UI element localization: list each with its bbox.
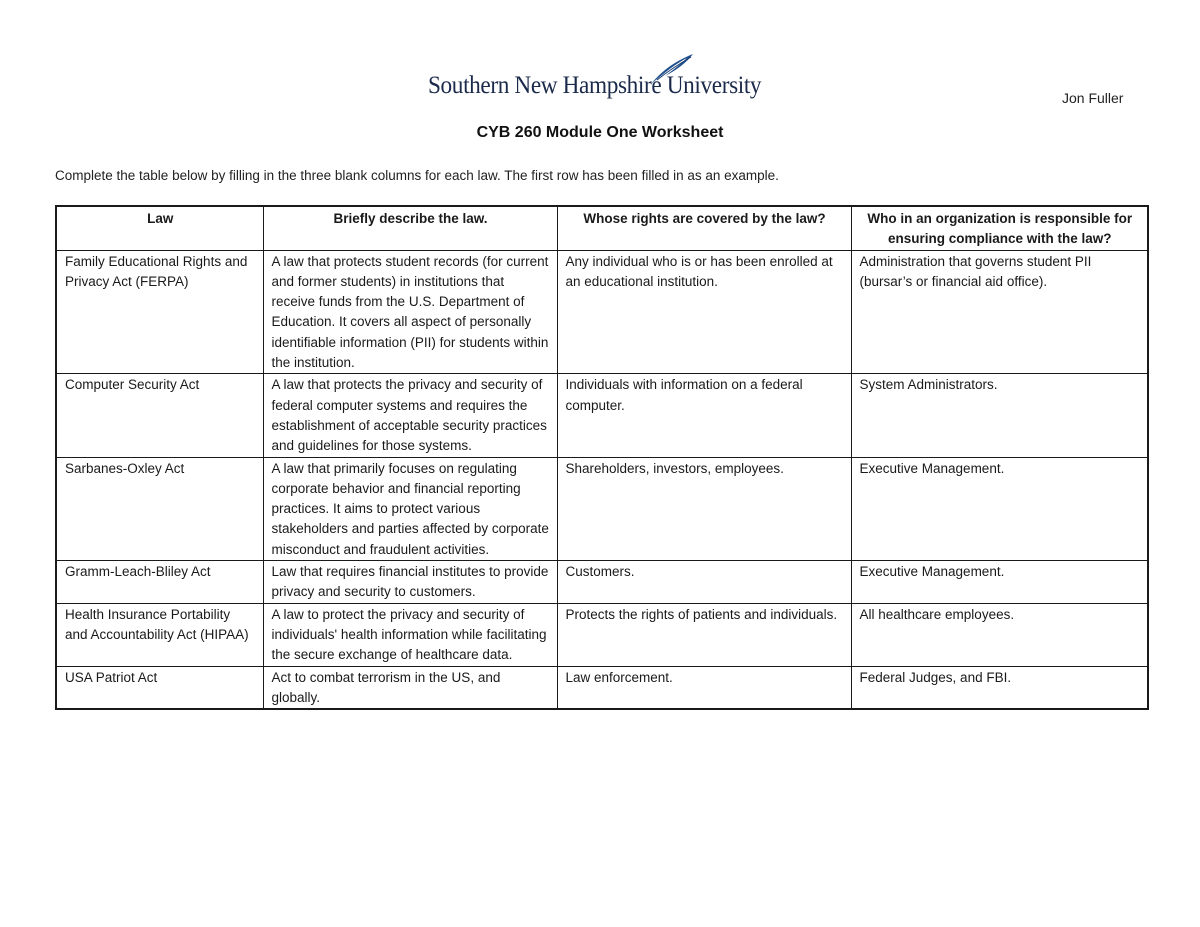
cell-rights: Shareholders, investors, employees.: [557, 457, 851, 560]
author-name: Jon Fuller: [1062, 90, 1124, 106]
cell-law: Computer Security Act: [56, 374, 263, 457]
cell-description: A law that protects the privacy and security of federal computer systems and requires the establishment of acceptable security practices and guidelines for those systems.: [263, 374, 557, 457]
table-row: [56, 666, 1148, 709]
header-responsible: Who in an organization is responsible for ensuring compliance with the law?: [851, 206, 1148, 250]
cell-rights: Any individual who is or has been enrolled at an educational institution.: [557, 250, 851, 374]
cell-rights: Law enforcement.: [557, 666, 851, 709]
cell-law: Sarbanes-Oxley Act: [56, 457, 263, 560]
cell-rights: Individuals with information on a federal computer.: [557, 374, 851, 457]
cell-description: A law to protect the privacy and security of individuals' health information while facilitating the secure exchange of healthcare data.: [263, 603, 557, 666]
cell-law: USA Patriot Act: [56, 666, 263, 709]
cell-responsible: Executive Management.: [851, 457, 1148, 560]
header-law: Law: [56, 206, 263, 250]
cell-responsible: System Administrators.: [851, 374, 1148, 457]
cell-responsible: Administration that governs student PII (bursar’s or financial aid office).: [851, 250, 1148, 374]
header-description: Briefly describe the law.: [263, 206, 557, 250]
cell-law: Family Educational Rights and Privacy Act (FERPA): [56, 250, 263, 374]
cell-description: A law that primarily focuses on regulating corporate behavior and financial reporting practices. It aims to protect various stakeholders and parties affected by corporate misconduct and fraudulent activities.: [263, 457, 557, 560]
table-row: [56, 603, 1148, 666]
table-row: [56, 457, 1148, 560]
logo-wordmark: Southern New Hampshire University: [428, 72, 762, 99]
table-header-row: [56, 206, 1148, 250]
cell-responsible: Executive Management.: [851, 561, 1148, 604]
cell-rights: Customers.: [557, 561, 851, 604]
instructions-text: Complete the table below by filling in the three blank columns for each law. The first row has been filled in as an example.: [55, 168, 779, 183]
table-row: [56, 561, 1148, 604]
header-rights: Whose rights are covered by the law?: [557, 206, 851, 250]
page-title: CYB 260 Module One Worksheet: [476, 124, 724, 141]
cell-law: Gramm-Leach-Bliley Act: [56, 561, 263, 604]
cell-responsible: Federal Judges, and FBI.: [851, 666, 1148, 709]
table-row: [56, 374, 1148, 457]
cell-responsible: All healthcare employees.: [851, 603, 1148, 666]
cell-description: Act to combat terrorism in the US, and globally.: [263, 666, 557, 709]
laws-table: [55, 205, 1149, 710]
cell-rights: Protects the rights of patients and individuals.: [557, 603, 851, 666]
table-row: [56, 250, 1148, 374]
university-logo: [428, 52, 768, 108]
cell-description: A law that protects student records (for current and former students) in institutions that receive funds from the U.S. Department of Education. It covers all aspect of personally identifiable information (PII) for students within the institution.: [263, 250, 557, 374]
cell-description: Law that requires financial institutes to provide privacy and security to customers.: [263, 561, 557, 604]
cell-law: Health Insurance Portability and Accountability Act (HIPAA): [56, 603, 263, 666]
